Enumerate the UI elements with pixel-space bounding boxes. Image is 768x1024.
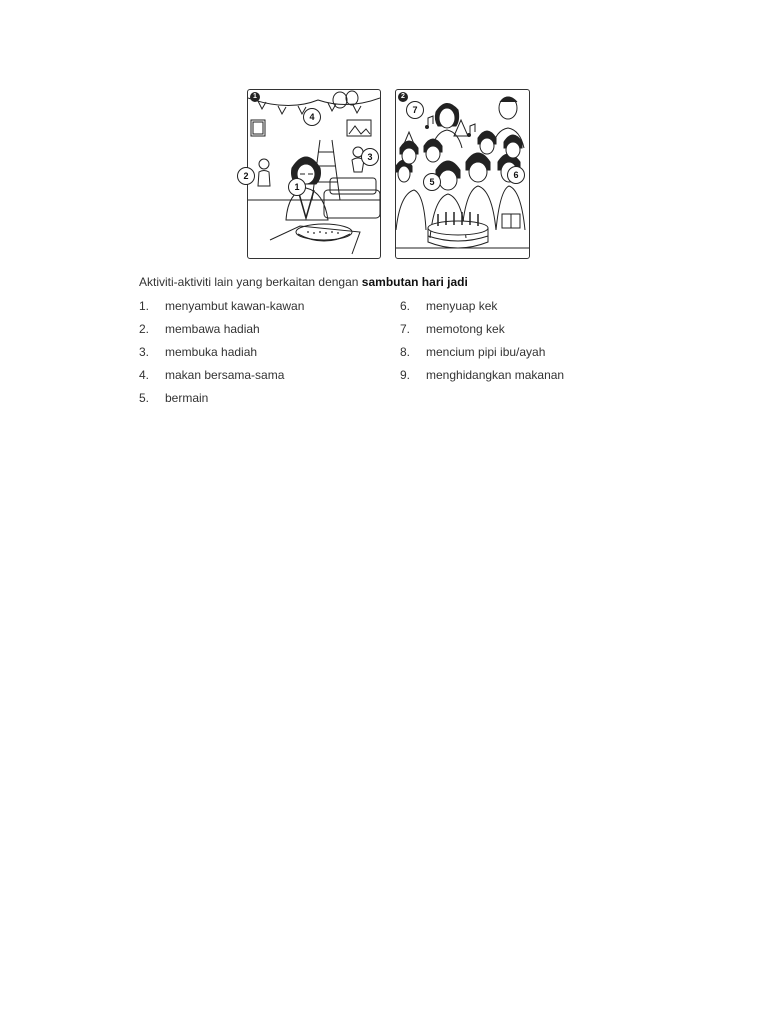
list-item bbox=[139, 299, 304, 313]
illustration-panel-2 bbox=[395, 89, 530, 259]
item-text: makan bersama-sama bbox=[165, 368, 285, 382]
item-number: 7. bbox=[400, 322, 411, 336]
list-item bbox=[400, 299, 497, 313]
callout-marker: 4 bbox=[303, 108, 321, 126]
item-text: membawa hadiah bbox=[165, 322, 260, 336]
list-item bbox=[139, 391, 208, 405]
callout-marker: 6 bbox=[507, 166, 525, 184]
item-text: menyuap kek bbox=[426, 299, 498, 313]
item-number: 9. bbox=[400, 368, 411, 382]
item-number: 8. bbox=[400, 345, 411, 359]
list-item bbox=[400, 368, 564, 382]
item-text: bermain bbox=[165, 391, 209, 405]
callout-marker: 2 bbox=[237, 167, 255, 185]
item-number: 3. bbox=[139, 345, 150, 359]
callout-marker: 1 bbox=[288, 178, 306, 196]
item-number: 2. bbox=[139, 322, 150, 336]
list-item bbox=[400, 345, 545, 359]
item-text: membuka hadiah bbox=[165, 345, 258, 359]
item-number: 4. bbox=[139, 368, 150, 382]
item-text: menghidangkan makanan bbox=[426, 368, 565, 382]
illustration-panel-1 bbox=[247, 89, 381, 259]
heading-emphasis: sambutan hari jadi bbox=[361, 275, 468, 289]
item-text: mencium pipi ibu/ayah bbox=[426, 345, 546, 359]
item-text: memotong kek bbox=[426, 322, 505, 336]
callout-marker: 7 bbox=[406, 101, 424, 119]
item-number: 6. bbox=[400, 299, 411, 313]
item-text: menyambut kawan-kawan bbox=[165, 299, 305, 313]
item-number: 5. bbox=[139, 391, 150, 405]
panel-number-badge: 2 bbox=[398, 92, 408, 102]
section-heading bbox=[139, 275, 468, 289]
list-item bbox=[139, 322, 260, 336]
heading-text: Aktiviti-aktiviti lain yang berkaitan dengan bbox=[139, 275, 362, 289]
callout-marker: 5 bbox=[423, 173, 441, 191]
list-item bbox=[139, 368, 284, 382]
callout-marker: 3 bbox=[361, 148, 379, 166]
list-item bbox=[139, 345, 257, 359]
item-number: 1. bbox=[139, 299, 150, 313]
list-item bbox=[400, 322, 505, 336]
panel-number-badge: 1 bbox=[250, 92, 260, 102]
